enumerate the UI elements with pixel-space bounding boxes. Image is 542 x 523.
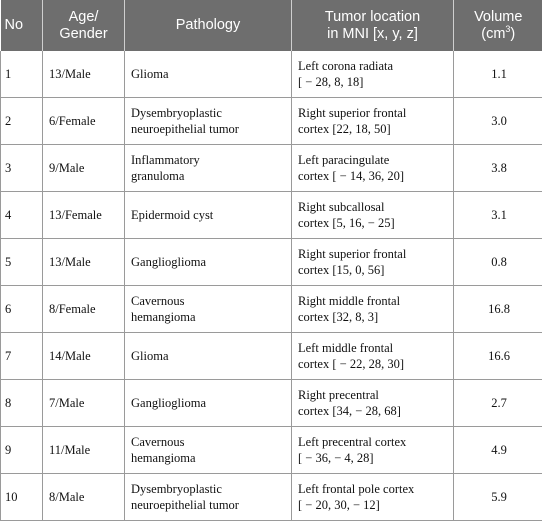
cell-volume: 16.6 xyxy=(454,333,542,380)
cell-volume: 1.1 xyxy=(454,51,542,98)
cell-no: 9 xyxy=(1,427,43,474)
header-location-line1: Tumor location xyxy=(324,8,421,25)
header-location-line2: in MNI [x, y, z] xyxy=(327,25,418,42)
cell-tumor-location: Left paracingulate cortex [ − 14, 36, 20] xyxy=(292,145,454,192)
header-volume-unit: (cm xyxy=(481,25,506,42)
cell-tumor-location: Right precentral cortex [34, − 28, 68] xyxy=(292,380,454,427)
cell-volume: 4.9 xyxy=(454,427,542,474)
cell-no: 7 xyxy=(1,333,43,380)
cell-age-gender: 11/Male xyxy=(43,427,125,474)
header-no: No xyxy=(1,0,43,51)
cell-no: 10 xyxy=(1,474,43,521)
cell-age-gender: 13/Male xyxy=(43,51,125,98)
cell-pathology: Inflammatory granuloma xyxy=(125,145,292,192)
cell-volume: 3.1 xyxy=(454,192,542,239)
cell-no: 5 xyxy=(1,239,43,286)
cell-tumor-location: Left precentral cortex [ − 36, − 4, 28] xyxy=(292,427,454,474)
cell-no: 6 xyxy=(1,286,43,333)
cell-volume: 5.9 xyxy=(454,474,542,521)
cell-age-gender: 8/Female xyxy=(43,286,125,333)
header-age-gender: Age/ Gender xyxy=(43,0,125,51)
table-row xyxy=(1,98,542,145)
cell-tumor-location: Right middle frontal cortex [32, 8, 3] xyxy=(292,286,454,333)
cell-no: 1 xyxy=(1,51,43,98)
cell-tumor-location: Left corona radiata [ − 28, 8, 18] xyxy=(292,51,454,98)
cell-pathology: Ganglioglioma xyxy=(125,380,292,427)
cell-age-gender: 8/Male xyxy=(43,474,125,521)
cell-age-gender: 14/Male xyxy=(43,333,125,380)
cell-volume: 3.8 xyxy=(454,145,542,192)
cell-pathology: Dysembryoplastic neuroepithelial tumor xyxy=(125,98,292,145)
table-body xyxy=(1,51,542,521)
table-row xyxy=(1,380,542,427)
cell-age-gender: 13/Female xyxy=(43,192,125,239)
header-volume-sup: 3 xyxy=(505,23,511,34)
header-volume-line2 xyxy=(458,23,539,43)
header-pathology: Pathology xyxy=(125,0,292,51)
cell-no: 2 xyxy=(1,98,43,145)
cell-pathology: Dysembryoplastic neuroepithelial tumor xyxy=(125,474,292,521)
cell-no: 4 xyxy=(1,192,43,239)
header-volume-line1: Volume xyxy=(474,8,523,25)
cell-volume: 0.8 xyxy=(454,239,542,286)
cell-age-gender: 7/Male xyxy=(43,380,125,427)
cell-age-gender: 6/Female xyxy=(43,98,125,145)
cell-no: 3 xyxy=(1,145,43,192)
header-volume-close: ) xyxy=(510,25,516,42)
cell-tumor-location: Right superior frontal cortex [15, 0, 56] xyxy=(292,239,454,286)
table-row xyxy=(1,427,542,474)
cell-pathology: Glioma xyxy=(125,51,292,98)
cell-age-gender: 9/Male xyxy=(43,145,125,192)
table-row xyxy=(1,51,542,98)
table-header-row xyxy=(1,0,542,51)
cell-volume: 16.8 xyxy=(454,286,542,333)
cell-pathology: Epidermoid cyst xyxy=(125,192,292,239)
table-row xyxy=(1,192,542,239)
cell-tumor-location: Right superior frontal cortex [22, 18, 50] xyxy=(292,98,454,145)
table-row xyxy=(1,239,542,286)
cell-no: 8 xyxy=(1,380,43,427)
cell-tumor-location: Right subcallosal cortex [5, 16, − 25] xyxy=(292,192,454,239)
cell-tumor-location: Left frontal pole cortex [ − 20, 30, − 12] xyxy=(292,474,454,521)
cell-volume: 3.0 xyxy=(454,98,542,145)
cell-age-gender: 13/Male xyxy=(43,239,125,286)
header-volume xyxy=(454,0,542,51)
cell-pathology: Cavernous hemangioma xyxy=(125,286,292,333)
cell-volume: 2.7 xyxy=(454,380,542,427)
table-row xyxy=(1,474,542,521)
cell-pathology: Cavernous hemangioma xyxy=(125,427,292,474)
cell-pathology: Glioma xyxy=(125,333,292,380)
table-row xyxy=(1,333,542,380)
header-tumor-location xyxy=(292,0,454,51)
table-row xyxy=(1,286,542,333)
table-row xyxy=(1,145,542,192)
cell-pathology: Ganglioglioma xyxy=(125,239,292,286)
cell-tumor-location: Left middle frontal cortex [ − 22, 28, 30] xyxy=(292,333,454,380)
